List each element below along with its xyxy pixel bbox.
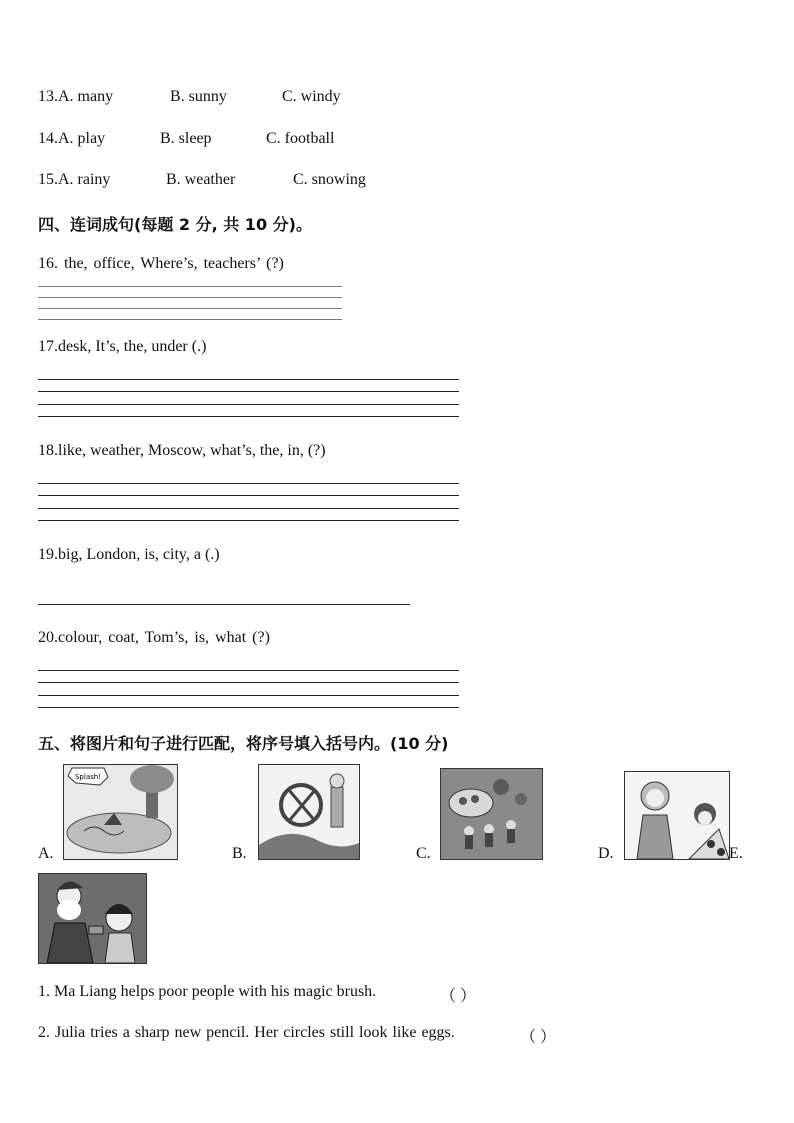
- answer-line[interactable]: [38, 495, 459, 496]
- sentence-18: 18.like, weather, Moscow, what’s, the, in, (?): [38, 442, 326, 459]
- answer-line[interactable]: [38, 520, 459, 521]
- sentence-17: 17.desk, It’s, the, under (.): [38, 338, 207, 355]
- sentence-20: 20.colour, coat, Tom’s, is, what (?): [38, 629, 270, 646]
- option-a: A. rainy: [58, 171, 111, 188]
- option-c: C. windy: [282, 88, 341, 105]
- answer-line[interactable]: [38, 319, 342, 320]
- sentence-19: 19.big, London, is, city, a (.): [38, 546, 220, 563]
- answer-line[interactable]: [38, 297, 342, 298]
- answer-paren-1[interactable]: （ ）: [440, 988, 477, 1005]
- match-sentence-2: 2. Julia tries a sharp new pencil. Her circles still look like eggs.: [38, 1024, 455, 1041]
- option-a: A. many: [58, 88, 114, 105]
- answer-line[interactable]: [38, 308, 342, 309]
- question-15: [38, 171, 110, 189]
- option-a: A. play: [58, 130, 106, 147]
- question-14: [38, 130, 105, 148]
- answer-line[interactable]: [38, 707, 459, 708]
- question-number: 15.: [38, 171, 58, 188]
- option-b: B. sleep: [160, 130, 212, 147]
- picture-label-e: E.: [729, 845, 743, 862]
- answer-line[interactable]: [38, 416, 459, 417]
- section-4-title: 四、连词成句(每题 2 分, 共 10 分)。: [38, 215, 312, 234]
- picture-label-b: B.: [232, 845, 247, 862]
- answer-line[interactable]: [38, 508, 459, 509]
- option-b: B. weather: [166, 171, 236, 188]
- sentence-16: 16. the, office, Where’s, teachers’ (?): [38, 255, 284, 272]
- answer-line[interactable]: [38, 695, 459, 696]
- answer-line[interactable]: [38, 483, 459, 484]
- picture-b-magic-brush: [258, 764, 360, 860]
- question-13: [38, 88, 113, 106]
- picture-a-splash: [63, 764, 178, 860]
- answer-paren-2[interactable]: （ ）: [520, 1029, 557, 1046]
- answer-line[interactable]: [38, 286, 342, 287]
- picture-c-children-park: [440, 768, 543, 860]
- option-b: B. sunny: [170, 88, 227, 105]
- splash-label: Splash!: [74, 773, 102, 781]
- answer-line[interactable]: [38, 379, 459, 380]
- section-5-title: 五、将图片和句子进行匹配，将序号填入括号内。(10 分): [38, 734, 449, 753]
- option-c: C. snowing: [293, 171, 366, 188]
- match-sentence-1: 1. Ma Liang helps poor people with his magic brush.: [38, 983, 377, 1000]
- answer-line[interactable]: [38, 604, 410, 605]
- option-c: C. football: [266, 130, 335, 147]
- question-number: 14.: [38, 130, 58, 147]
- answer-line[interactable]: [38, 404, 459, 405]
- answer-line[interactable]: [38, 391, 459, 392]
- question-number: 13.: [38, 88, 58, 105]
- picture-d-girls-drawing: [624, 771, 730, 860]
- picture-e-santa: [38, 873, 147, 964]
- picture-label-c: C.: [416, 845, 431, 862]
- answer-line[interactable]: [38, 682, 459, 683]
- picture-label-d: D.: [598, 845, 614, 862]
- picture-label-a: A.: [38, 845, 54, 862]
- answer-line[interactable]: [38, 670, 459, 671]
